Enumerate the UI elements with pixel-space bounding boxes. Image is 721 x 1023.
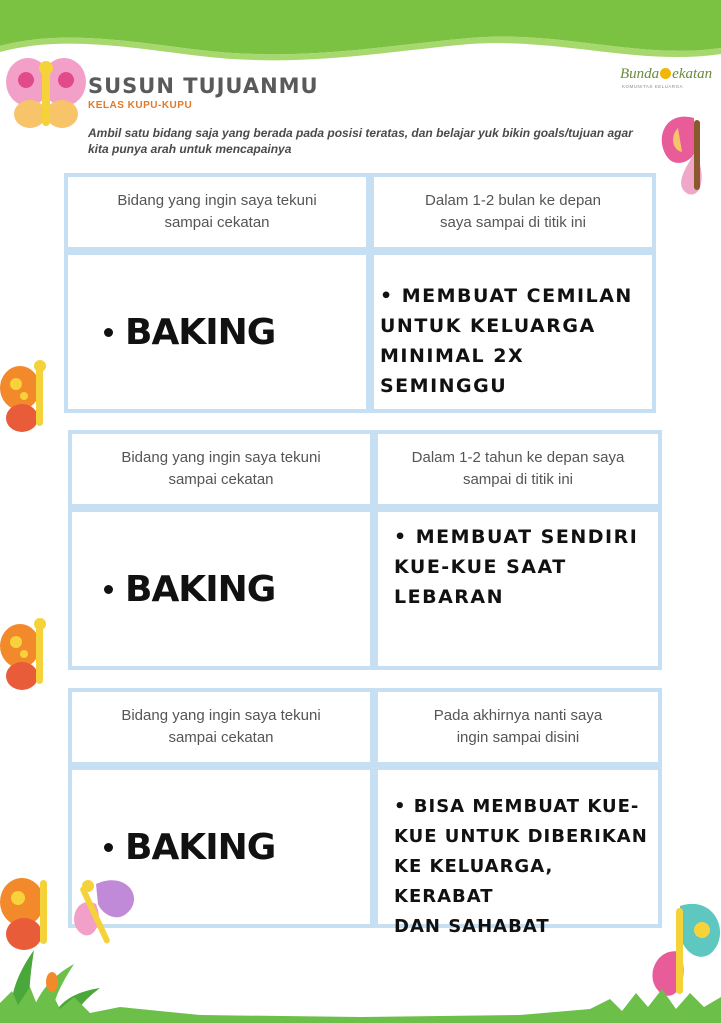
butterfly-icon [0,612,64,696]
field-value: BAKING [125,826,276,868]
butterfly-icon [4,52,88,134]
field-value: BAKING [125,568,276,610]
goal-cell-1 [370,251,656,413]
goal-cell-2 [374,508,662,670]
butterfly-icon [0,354,64,438]
field-header-cell-1: Bidang yang ingin saya tekuni sampai cekatan [64,173,370,251]
brand-logo: Bunda ekatan [620,66,713,82]
page-subtitle: KELAS KUPU-KUPU [88,100,193,111]
bullet-icon [104,843,113,852]
field-header-cell-2: Bidang yang ingin saya tekuni sampai cekatan [68,430,374,508]
instruction-text: Ambil satu bidang saja yang berada pada posisi teratas, dan belajar yuk bikin goals/tujuan agar kita punya arah untuk mencapainya [88,126,633,156]
goal-value: • MEMBUAT SENDIRI KUE-KUE SAAT LEBARAN [394,526,639,608]
bullet-icon [104,585,113,594]
butterfly-icon [654,110,720,196]
goal-header-cell-2: Dalam 1-2 tahun ke depan saya sampai di titik ini [374,430,662,508]
field-header-cell-3: Bidang yang ingin saya tekuni sampai cekatan [68,688,374,766]
logo-dot-icon [660,68,671,79]
top-wave-decoration [0,0,721,70]
bottom-grass-decoration [0,963,721,1023]
field-cell-2 [68,508,374,670]
goal-value: • MEMBUAT CEMILAN UNTUK KELUARGA MINIMAL 2X SEMINGGU [380,285,633,397]
field-value: BAKING [125,311,276,353]
goal-cell-3 [374,766,662,937]
goal-header-cell-1: Dalam 1-2 bulan ke depan saya sampai di titik ini [370,173,656,251]
goal-value: • BISA MEMBUAT KUE- KUE UNTUK DIBERIKAN KE KELUARGA, KERABAT DAN SAHABAT [394,796,648,937]
field-cell-1 [64,251,370,413]
bullet-icon [104,328,113,337]
brand-tagline: KOMUNITAS KELUARGA [622,84,684,89]
page-title: SUSUN TUJUANMU [88,74,319,98]
goal-header-cell-3: Pada akhirnya nanti saya ingin sampai disini [374,688,662,766]
